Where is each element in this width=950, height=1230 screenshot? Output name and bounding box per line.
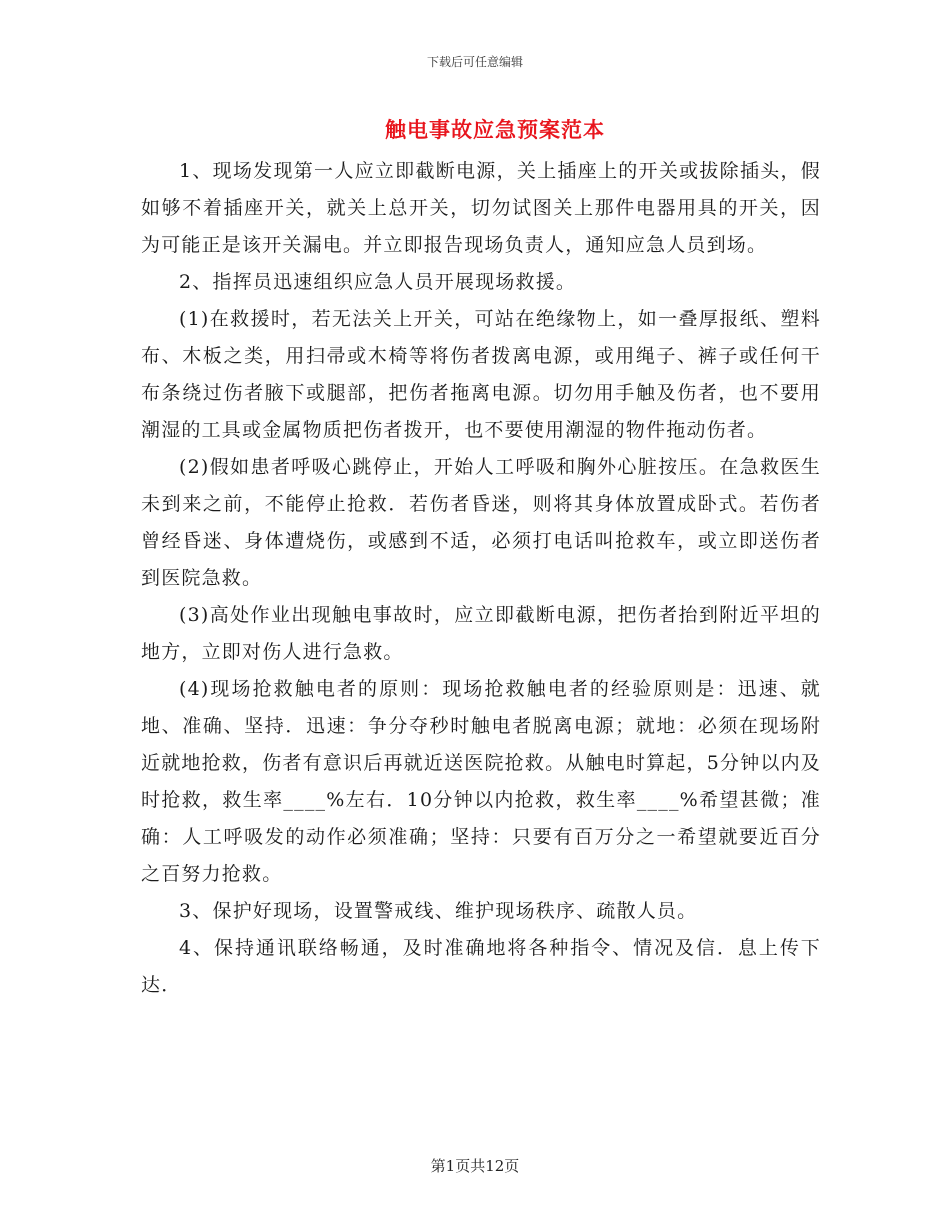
paragraph-step-1: 1、现场发现第一人应立即截断电源，关上插座上的开关或拔除插头，假如够不着插座开关，就关上总开关，切勿试图关上那件电器用具的开关，因为可能正是该开关漏电。并立即报告现场负责人，通知应急人员到场。 (141, 160, 821, 256)
paragraph-step-2: 2、指挥员迅速组织应急人员开展现场救援。 (179, 271, 577, 293)
page-number-footer: 第1页共12页 (430, 1157, 520, 1175)
paragraph-step-4: 4、保持通讯联络畅通，及时准确地将各种指令、情况及信．息上传下达． (141, 937, 821, 996)
paragraph-step-2-4: (4)现场抢救触电者的原则：现场抢救触电者的经验原则是：迅速、就地、准确、坚持．迅速：争分夺秒时触电者脱离电源；就地：必须在现场附近就地抢救，伤者有意识后再就近送医院抢救。从触电时算起，5分钟以内及时抢救，救生率____%左右．10分钟以内抢救，救生率____%希望甚微；准确：人工呼吸发的动作必须准确；坚持：只要有百万分之一希望就要近百分之百努力抢救。 (141, 678, 821, 885)
paragraph-step-2-3: (3)高处作业出现触电事故时，应立即截断电源，把伤者抬到附近平坦的地方，立即对伤人进行急救。 (141, 604, 821, 663)
paragraph-step-2-1: (1)在救援时，若无法关上开关，可站在绝缘物上，如一叠厚报纸、塑料布、木板之类，用扫帚或木椅等将伤者拨离电源，或用绳子、裤子或任何干布条绕过伤者腋下或腿部，把伤者拖离电源。切勿用手触及伤者，也不要用潮湿的工具或金属物质把伤者拨开，也不要使用潮湿的物件拖动伤者。 (141, 308, 821, 441)
paragraph-step-2-2: (2)假如患者呼吸心跳停止，开始人工呼吸和胸外心脏按压。在急救医生未到来之前，不能停止抢救．若伤者昏迷，则将其身体放置成卧式。若伤者曾经昏迷、身体遭烧伤，或感到不适，必须打电话叫抢救车，或立即送伤者到医院急救。 (141, 456, 821, 589)
document-title: 触电事故应急预案范本 (385, 117, 605, 142)
document-body (141, 153, 821, 1004)
page-header-note: 下载后可任意编辑 (426, 55, 523, 69)
paragraph-step-3: 3、保护好现场，设置警戒线、维护现场秩序、疏散人员。 (179, 900, 698, 922)
